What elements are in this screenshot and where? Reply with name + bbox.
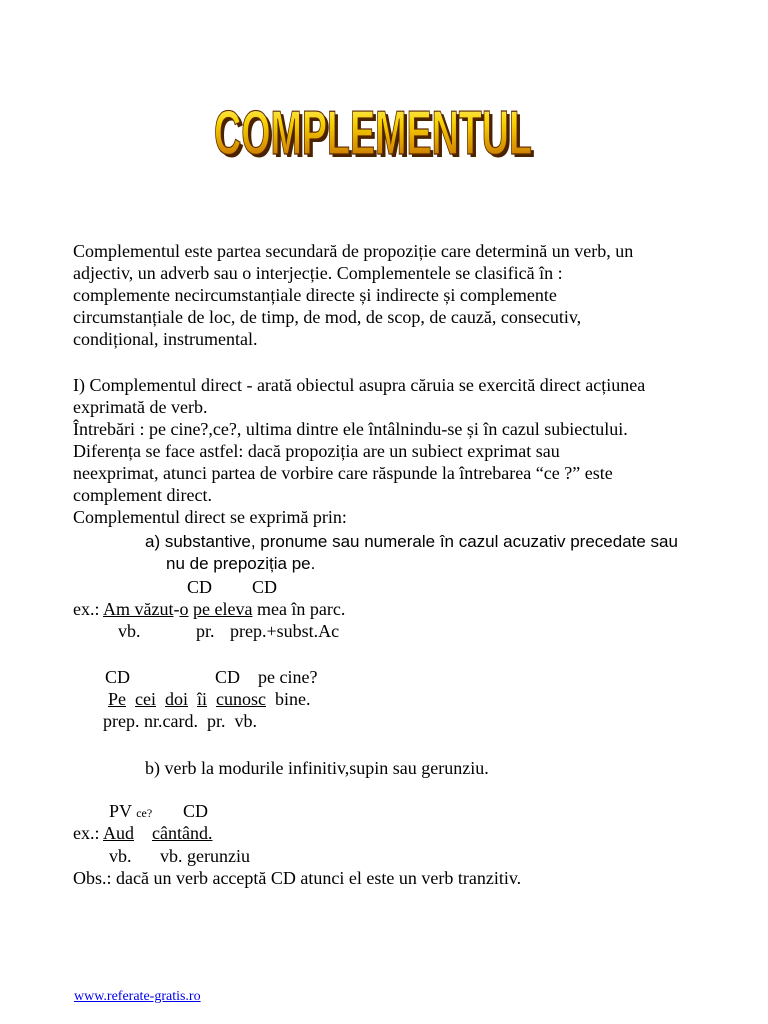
ex2-label-cd-2: CD — [215, 667, 241, 687]
section1-line-3: Întrebări : pe cine?,ce?, ultima dintre ele întâlnindu-se și în cazul subiectului. — [73, 419, 628, 439]
ex1-prefix: ex.: — [73, 599, 103, 619]
ex1-sep1: - — [173, 599, 180, 619]
ex1-verb: Am văzut — [103, 599, 174, 619]
ex3-label-cd: CD — [183, 801, 209, 821]
ex3-sentence — [73, 822, 212, 844]
ex1-gloss-prep: prep.+subst.Ac — [230, 621, 340, 641]
page-title: COMPLEMENTUL — [217, 102, 535, 160]
ex2-label-cd-1: CD — [105, 667, 131, 687]
ex3-gerund: cântând. — [152, 823, 213, 843]
intro-line-5: condițional, instrumental. — [73, 329, 258, 349]
intro-line-1: Complementul este partea secundară de propoziție care determină un verb, un — [73, 241, 634, 261]
section1-line-7: Complementul direct se exprimă prin: — [73, 507, 347, 527]
ex1-pronoun: o — [179, 599, 189, 619]
ex2-word-4: îi — [197, 689, 208, 709]
ex1-object: pe eleva — [192, 599, 253, 619]
ex2-word-2: cei — [135, 689, 156, 709]
ex2-rest: bine. — [275, 689, 311, 709]
ex3-gloss-vb: vb. — [109, 846, 132, 866]
ex3-prefix: ex.: — [73, 823, 103, 843]
observation: Obs.: dacă un verb acceptă CD atunci el este un verb tranzitiv. — [73, 868, 522, 888]
ex1-label-cd-1: CD — [187, 577, 213, 597]
intro-line-4: circumstanțiale de loc, de timp, de mod, de scop, de cauză, consecutiv, — [73, 307, 582, 327]
point-a-line-2: nu de prepoziția pe. — [166, 554, 316, 573]
page-title-face: COMPLEMENTUL — [214, 99, 532, 160]
ex2-word-1: Pe — [108, 689, 126, 709]
ex1-label-cd-2: CD — [252, 577, 278, 597]
section1-line-6: complement direct. — [73, 485, 212, 505]
ex2-label-question: pe cine? — [258, 667, 318, 687]
ex2-sentence — [108, 688, 311, 710]
ex3-labels — [109, 800, 152, 824]
point-a-line-1: a) substantive, pronume sau numerale în cazul acuzativ precedate sau — [145, 532, 678, 551]
point-b: b) verb la modurile infinitiv,supin sau gerunziu. — [145, 758, 489, 778]
page-title-wordart — [208, 84, 538, 160]
section1-line-2: exprimată de verb. — [73, 397, 208, 417]
ex3-label-ce: ce? — [136, 806, 153, 820]
ex3-verb: Aud — [103, 823, 134, 843]
section1-line-5: neexprimat, atunci partea de vorbire care răspunde la întrebarea “ce ?” este — [73, 463, 613, 483]
intro-line-2: adjectiv, un adverb sau o interjecție. Complementele se clasifică în : — [73, 263, 563, 283]
ex2-word-3: doi — [164, 689, 188, 709]
ex3-label-pv: PV — [109, 801, 132, 821]
ex1-rest: mea în parc. — [252, 599, 346, 619]
section1-line-1: I) Complementul direct - arată obiectul asupra căruia se exercită direct acțiunea — [73, 375, 646, 395]
ex2-gloss: prep. nr.card. pr. vb. — [103, 711, 257, 731]
ex3-gloss-gerund: vb. gerunziu — [160, 846, 250, 866]
footer-link[interactable]: www.referate-gratis.ro — [74, 989, 201, 1004]
ex2-word-5: cunosc — [216, 689, 266, 709]
section1-line-4: Diferența se face astfel: dacă propoziția are un subiect exprimat sau — [73, 441, 560, 461]
ex1-gloss-vb: vb. — [118, 621, 141, 641]
ex1-gloss-pr: pr. — [196, 621, 215, 641]
intro-line-3: complemente necircumstanțiale directe și indirecte și complemente — [73, 285, 557, 305]
ex1-sentence — [73, 598, 345, 620]
